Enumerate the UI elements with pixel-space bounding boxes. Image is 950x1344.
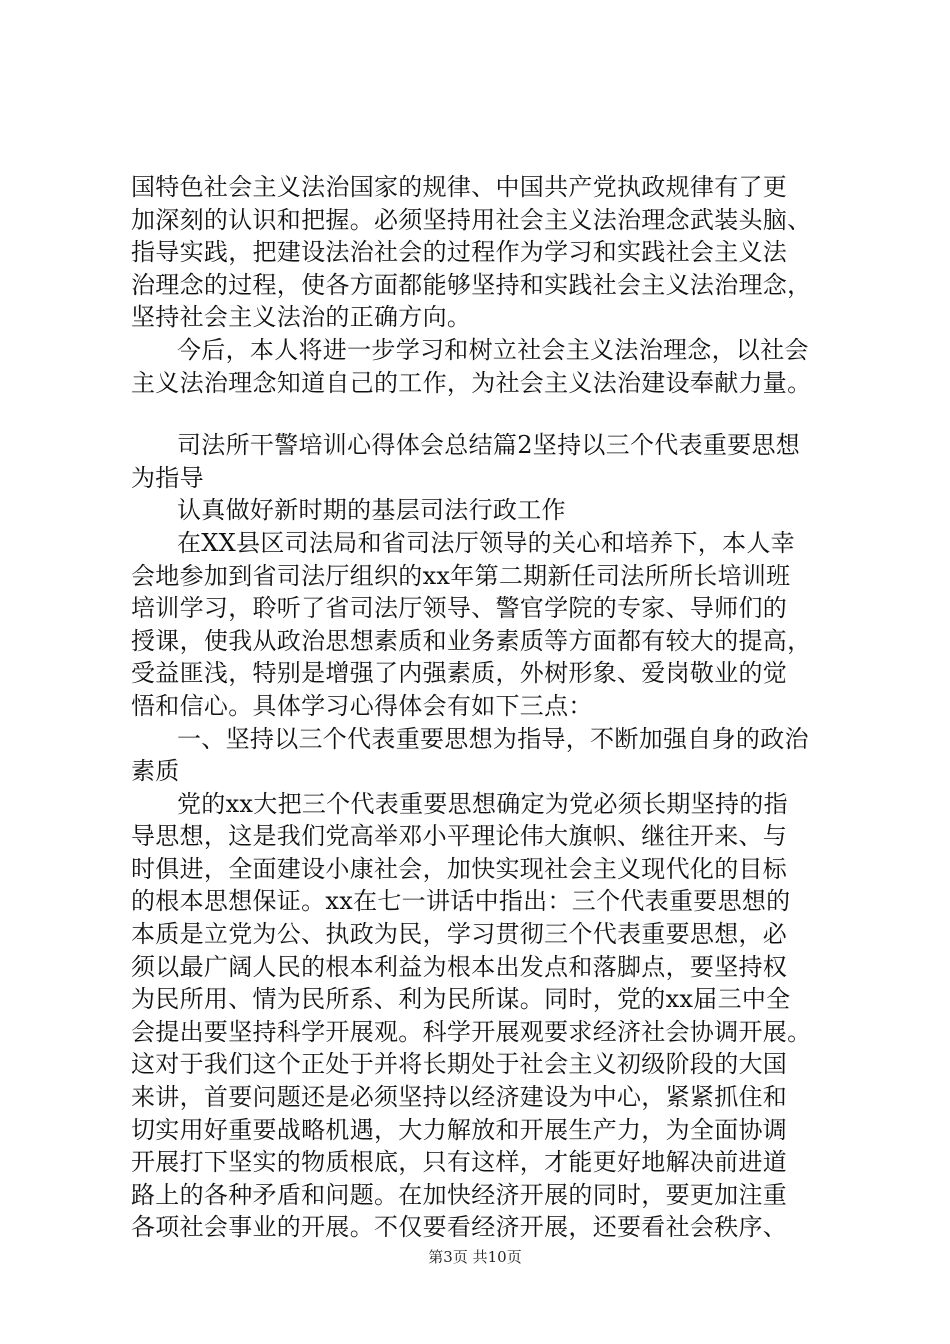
text-line: 时俱进，全面建设小康社会，加快实现社会主义现代化的目标 bbox=[131, 854, 788, 883]
text-line: 受益匪浅，特别是增强了内强素质，外树形象、爱岗敬业的觉 bbox=[131, 659, 788, 688]
text-line: 指导实践，把建设法治社会的过程作为学习和实践社会主义法 bbox=[131, 238, 788, 267]
text-line: 本质是立党为公、执政为民，学习贯彻三个代表重要思想，必 bbox=[131, 920, 788, 949]
text-line: 今后，本人将进一步学习和树立社会主义法治理念，以社会 bbox=[177, 335, 809, 364]
paragraph-gap bbox=[131, 399, 831, 429]
text-line: 会提出要坚持科学开展观。科学开展观要求经济社会协调开展。 bbox=[131, 1017, 812, 1046]
text-line: 须以最广阔人民的根本利益为根本出发点和落脚点，要坚持权 bbox=[131, 952, 788, 981]
text-line: 切实用好重要战略机遇，大力解放和开展生产力，为全面协调 bbox=[131, 1115, 788, 1144]
heading-line: 一、坚持以三个代表重要思想为指导，不断加强自身的政治 bbox=[177, 724, 809, 753]
text-line: 各项社会事业的开展。不仅要看经济开展，还要看社会秩序、 bbox=[131, 1213, 788, 1242]
text-line: 会地参加到省司法厅组织的xx年第二期新任司法所所长培训班 bbox=[131, 561, 791, 590]
section-subtitle-line: 认真做好新时期的基层司法行政工作 bbox=[177, 496, 566, 525]
text-line: 开展打下坚实的物质根底，只有这样，才能更好地解决前进道 bbox=[131, 1148, 788, 1177]
text-line: 治理念的过程，使各方面都能够坚持和实践社会主义法治理念， bbox=[131, 270, 812, 299]
document-body bbox=[131, 171, 831, 1244]
text-line: 国特色社会主义法治国家的规律、中国共产党执政规律有了更 bbox=[131, 173, 788, 201]
text-line: 授课，使我从政治思想素质和业务素质等方面都有较大的提高， bbox=[131, 626, 812, 655]
text-line: 主义法治理念知道自己的工作，为社会主义法治建设奉献力量。 bbox=[131, 368, 812, 397]
text-line: 悟和信心。具体学习心得体会有如下三点： bbox=[131, 691, 593, 720]
text-line: 党的xx大把三个代表重要思想确定为党必须长期坚持的指 bbox=[177, 789, 788, 818]
text-line: 导思想，这是我们党高举邓小平理论伟大旗帜、继往开来、与 bbox=[131, 822, 788, 851]
text-line: 的根本思想保证。xx在七一讲话中指出：三个代表重要思想的 bbox=[131, 887, 791, 916]
text-line: 来讲，首要问题还是必须坚持以经济建设为中心，紧紧抓住和 bbox=[131, 1083, 788, 1112]
heading-line: 素质 bbox=[131, 757, 180, 786]
text-line: 这对于我们这个正处于并将长期处于社会主义初级阶段的大国 bbox=[131, 1050, 788, 1079]
section-title-line: 为指导 bbox=[131, 463, 204, 492]
text-line: 培训学习，聆听了省司法厅领导、警官学院的专家、导师们的 bbox=[131, 594, 788, 623]
text-line: 在XX县区司法局和省司法厅领导的关心和培养下，本人幸 bbox=[177, 528, 795, 557]
text-line: 坚持社会主义法治的正确方向。 bbox=[131, 303, 472, 332]
text-line: 为民所用、情为民所系、利为民所谋。同时，党的xx届三中全 bbox=[131, 985, 791, 1014]
section-title-line: 司法所干警培训心得体会总结篇2坚持以三个代表重要思想 bbox=[177, 431, 801, 460]
text-line: 路上的各种矛盾和问题。在加快经济开展的同时，要更加注重 bbox=[131, 1180, 788, 1209]
text-line: 加深刻的认识和把握。必须坚持用社会主义法治理念武装头脑、 bbox=[131, 205, 812, 234]
page-number-footer: 第3页 共10页 bbox=[428, 1248, 522, 1266]
